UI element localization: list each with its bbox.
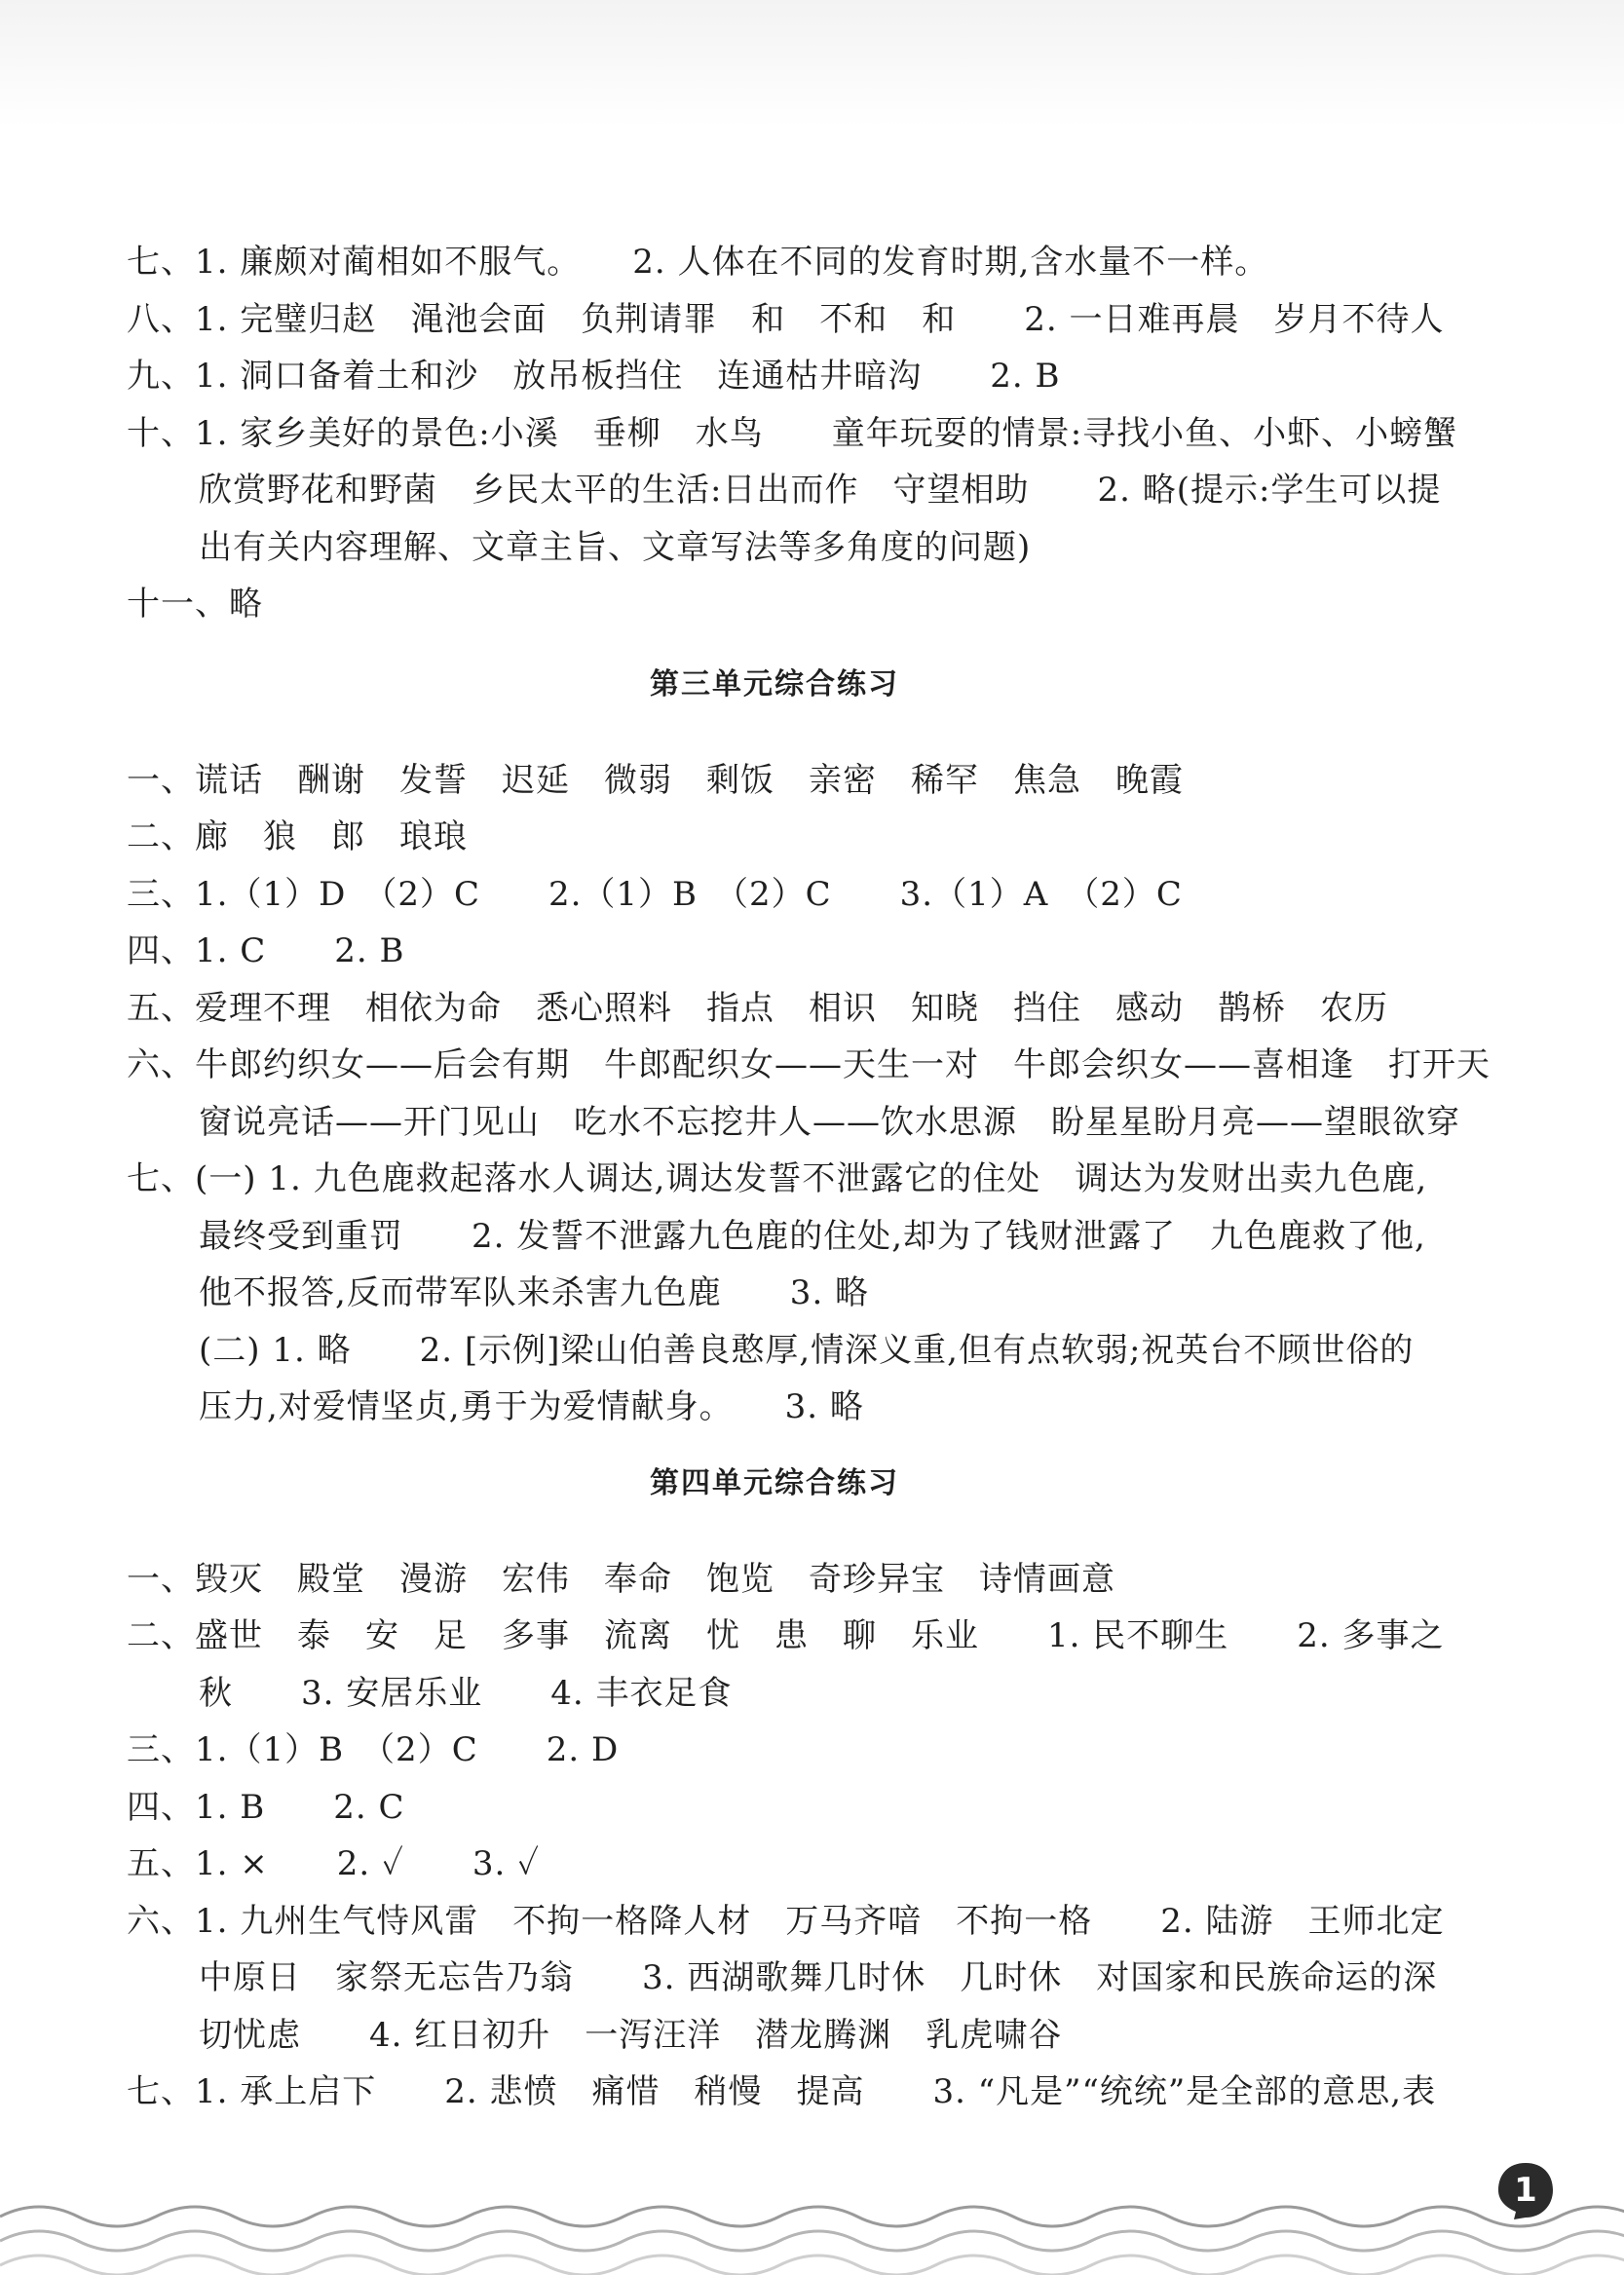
- answer-line: 二、盛世 泰 安 足 多事 流离 忧 患 聊 乐业 1. 民不聊生 2. 多事之: [127, 1616, 1445, 1655]
- answer-line: 九、1. 洞口备着土和沙 放吊板挡住 连通枯井暗沟 2. B: [127, 357, 1061, 396]
- answer-line: 七、1. 廉颇对蔺相如不服气。 2. 人体在不同的发育时期,含水量不一样。: [127, 243, 1269, 282]
- answer-line: 三、1.（1）B （2）C 2. D: [127, 1730, 620, 1769]
- answer-line: 三、1.（1）D （2）C 2.（1）B （2）C 3.（1）A （2）C: [127, 874, 1183, 914]
- answer-line: 一、毁灭 殿堂 漫游 宏伟 奉命 饱览 奇珍异宝 诗情画意: [127, 1559, 1115, 1599]
- unit4-heading: 第四单元综合练习: [650, 1465, 899, 1500]
- answer-line: 五、爱理不理 相依为命 悉心照料 指点 相识 知晓 挡住 感动 鹊桥 农历: [127, 988, 1388, 1028]
- answer-line: 秋 3. 安居乐业 4. 丰衣足食: [199, 1673, 733, 1713]
- answer-line: 七、(一) 1. 九色鹿救起落水人调达,调达发誓不泄露它的住处 调达为发财出卖九色鹿,: [127, 1159, 1428, 1198]
- answer-line: 中原日 家祭无忘告乃翁 3. 西湖歌舞几时休 几时休 对国家和民族命运的深: [199, 1958, 1438, 1997]
- answer-line: 压力,对爱情坚贞,勇于为爱情献身。 3. 略: [199, 1387, 864, 1426]
- answer-line: 二、廊 狼 郎 琅琅: [127, 817, 468, 856]
- page-number: 1: [1514, 2171, 1537, 2210]
- answer-line: 一、谎话 酬谢 发誓 迟延 微弱 剩饭 亲密 稀罕 焦急 晚霞: [127, 760, 1184, 800]
- answer-line: 四、1. C 2. B: [127, 931, 405, 970]
- answer-line: 十、1. 家乡美好的景色:小溪 垂柳 水鸟 童年玩耍的情景:寻找小鱼、小虾、小螃蟹: [127, 413, 1458, 453]
- wave-line-3: [0, 2256, 1624, 2275]
- answer-line: 四、1. B 2. C: [127, 1787, 405, 1827]
- answer-line: 七、1. 承上启下 2. 悲愤 痛惜 稍慢 提高 3. “凡是”“统统”是全部的意思,表: [127, 2072, 1437, 2111]
- answer-line: 十一、略: [127, 585, 263, 624]
- answer-line: 五、1. × 2. ✓ 3. ✓: [127, 1844, 541, 1883]
- answer-line: 切忧虑 4. 红日初升 一泻汪洋 潜龙腾渊 乳虎啸谷: [199, 2015, 1063, 2055]
- wave-line-1: [0, 2207, 1624, 2226]
- answer-content: [127, 234, 1491, 2121]
- answer-line: (二) 1. 略 2. [示例]梁山伯善良憨厚,情深义重,但有点软弱;祝英台不顾世俗的: [199, 1330, 1415, 1370]
- answer-line: 八、1. 完璧归赵 渑池会面 负荆请罪 和 不和 和 2. 一日难再晨 岁月不待人: [127, 299, 1445, 339]
- wave-line-2: [0, 2231, 1624, 2251]
- answer-line: 欣赏野花和野菌 乡民太平的生活:日出而作 守望相助 2. 略(提示:学生可以提: [199, 471, 1442, 510]
- unit3-heading: 第三单元综合练习: [650, 666, 899, 701]
- answer-line: 最终受到重罚 2. 发誓不泄露九色鹿的住处,却为了钱财泄露了 九色鹿救了他,: [199, 1216, 1426, 1256]
- answer-line: 他不报答,反而带军队来杀害九色鹿 3. 略: [199, 1273, 870, 1312]
- bottom-wave-decoration: [0, 2187, 1624, 2275]
- page-top-band: [0, 0, 1624, 127]
- answer-line: 出有关内容理解、文章主旨、文章写法等多角度的问题): [199, 527, 1032, 567]
- answer-line: 六、1. 九州生气恃风雷 不拘一格降人材 万马齐喑 不拘一格 2. 陆游 王师北定: [127, 1901, 1445, 1941]
- answer-line: 窗说亮话——开门见山 吃水不忘挖井人——饮水思源 盼星星盼月亮——望眼欲穿: [199, 1102, 1460, 1142]
- answer-line: 六、牛郎约织女——后会有期 牛郎配织女——天生一对 牛郎会织女——喜相逢 打开天: [127, 1045, 1491, 1084]
